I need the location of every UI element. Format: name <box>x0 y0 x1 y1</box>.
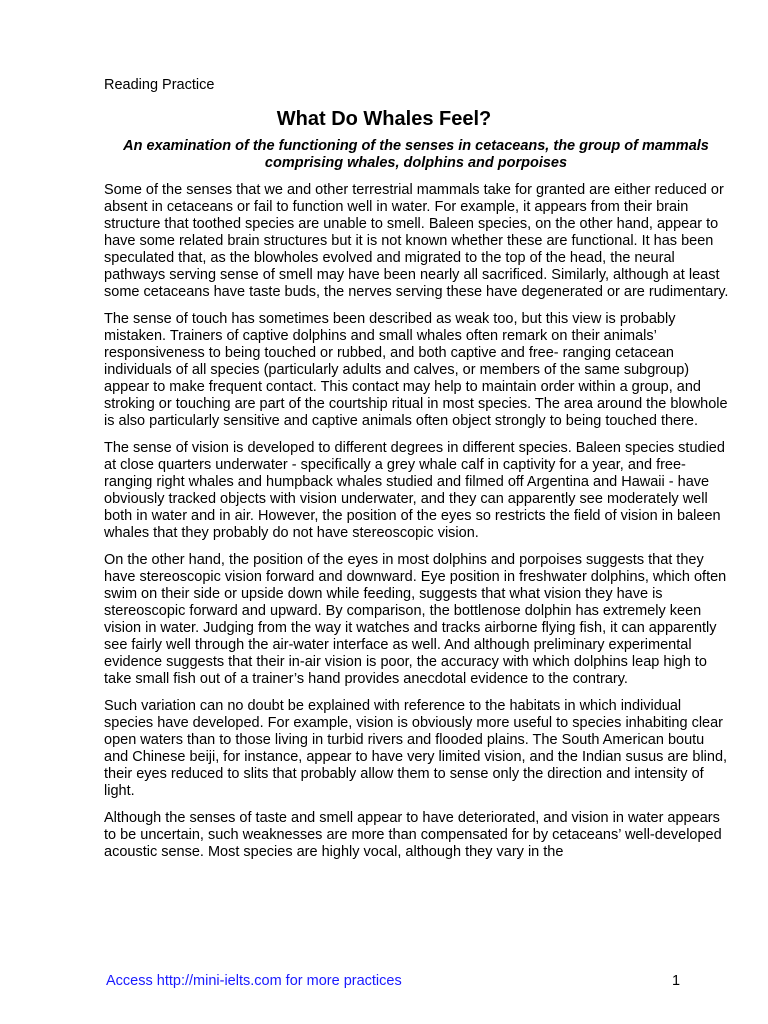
paragraph-6: Although the senses of taste and smell appear to have deteriorated, and vision in water appears to be uncertain, such weaknesses are more than compensated for by cetaceans’ well-developed acoustic sense. Most species are highly vocal, although they vary in the <box>104 810 722 860</box>
article-subtitle: An examination of the functioning of the senses in cetaceans, the group of mammals comprising whales, dolphins and porpoises <box>123 138 709 171</box>
page-number: 1 <box>672 973 681 989</box>
paragraph-4: On the other hand, the position of the eyes in most dolphins and porpoises suggests that they have stereoscopic vision forward and downward. Eye position in freshwater dolphins, which often swim on their side or upside down while feeding, suggests that what vision they have is stereoscopic forward and upward. By comparison, the bottlenose dolphin has extremely keen vision in water. Judging from the way it watches and tracks airborne flying fish, it can apparently see fairly well through the air-water interface as well. And although preliminary experimental evidence suggests that their in-air vision is poor, the accuracy with which dolphins leap high to take small fish out of a trainer’s hand provides anecdotal evidence to the contrary. <box>104 552 727 687</box>
article-body <box>104 182 732 871</box>
paragraph-2: The sense of touch has sometimes been described as weak too, but this view is probably mistaken. Trainers of captive dolphins and small whales often remark on their animals’ responsiveness to being touched or rubbed, and both captive and free- ranging cetacean individuals of all species (particularly adults and calves, or members of the same subgroup) appear to make frequent contact. This contact may help to maintain order within a group, and stroking or touching are part of the courtship ritual in most species. The area around the blowhole is also particularly sensitive and captive animals often object strongly to being touched there. <box>104 311 728 429</box>
footer-link[interactable]: Access http://mini-ielts.com for more practices <box>106 973 402 989</box>
header-label: Reading Practice <box>104 77 215 93</box>
article-title: What Do Whales Feel? <box>276 108 492 130</box>
paragraph-3: The sense of vision is developed to different degrees in different species. Baleen species studied at close quarters underwater - specifically a grey whale calf in captivity for a year, and free-ranging right whales and humpback whales studied and filmed off Argentina and Hawaii - have obviously tracked objects with vision underwater, and they can apparently see moderately well both in water and in air. However, the position of the eyes so restricts the field of vision in baleen whales that they probably do not have stereoscopic vision. <box>104 440 725 541</box>
paragraph-5: Such variation can no doubt be explained with reference to the habitats in which individual species have developed. For example, vision is obviously more useful to species inhabiting clear open waters than to those living in turbid rivers and flooded plains. The South American boutu and Chinese beiji, for instance, appear to have very limited vision, and the Indian susus are blind, their eyes reduced to slits that probably allow them to sense only the direction and intensity of light. <box>104 698 728 799</box>
paragraph-1: Some of the senses that we and other terrestrial mammals take for granted are either reduced or absent in cetaceans or fail to function well in water. For example, it appears from their brain structure that toothed species are unable to smell. Baleen species, on the other hand, appear to have some related brain structures but it is not known whether these are functional. It has been speculated that, as the blowholes evolved and migrated to the top of the head, the neural pathways serving sense of smell may have been nearly all sacrificed. Similarly, although at least some cetaceans have taste buds, the nerves serving these have degenerated or are rudimentary. <box>104 182 729 300</box>
